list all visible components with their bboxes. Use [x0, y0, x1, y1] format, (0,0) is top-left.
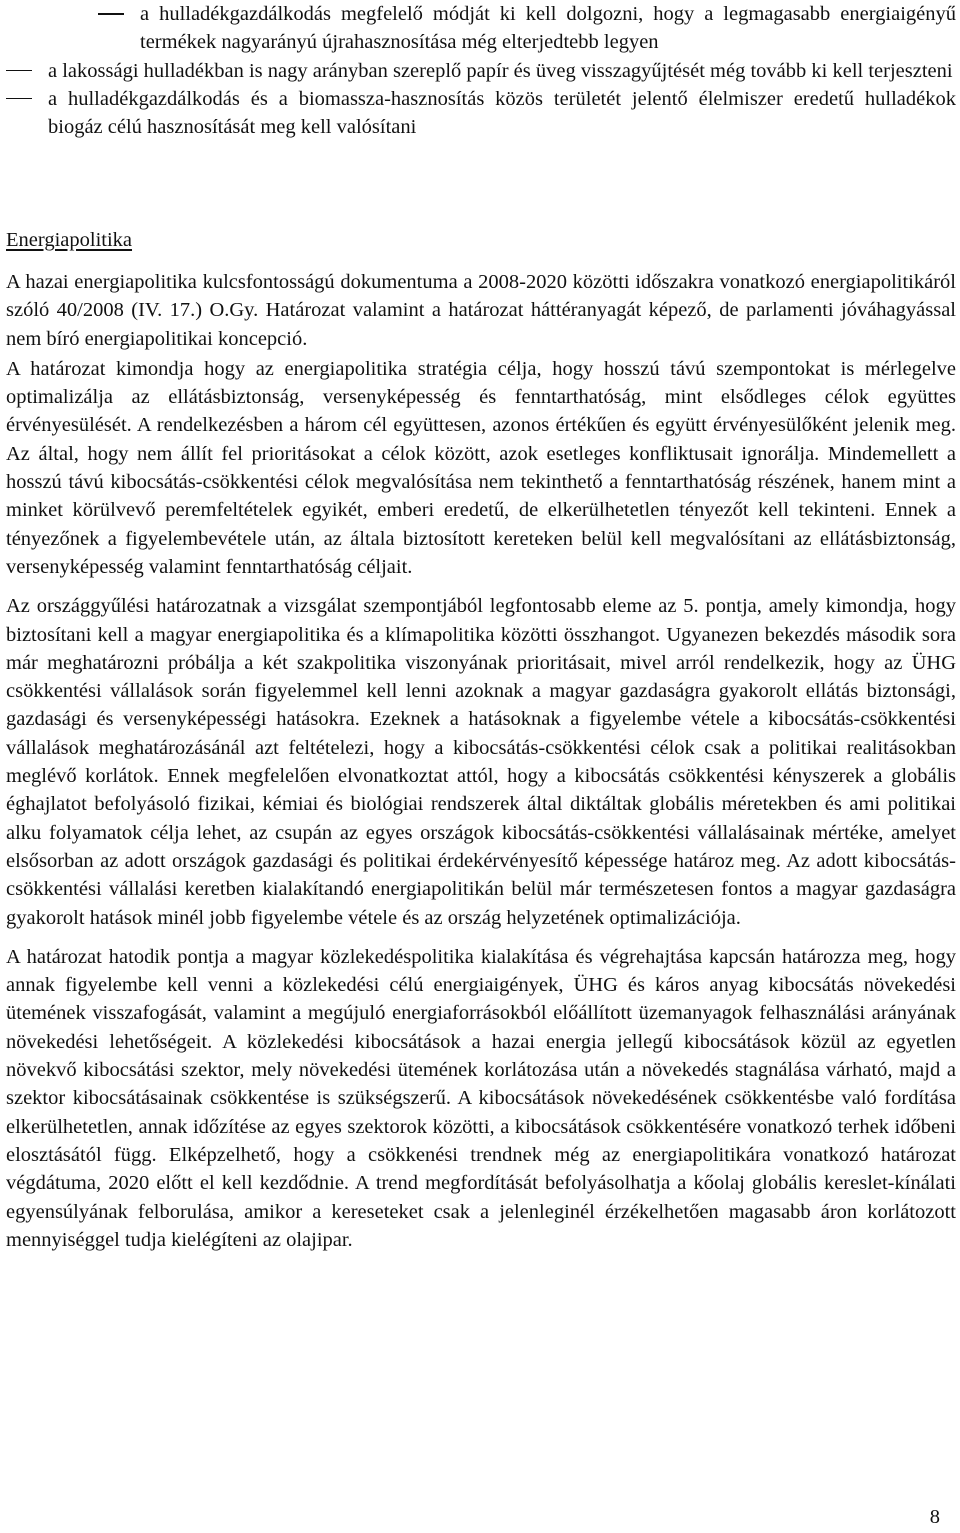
bullet-text: a hulladékgazdálkodás és a biomassza-hasznosítás közös területét jelentő élelmiszer eredetű hulladékok biogáz célú hasznosítását meg kell valósítani [48, 87, 956, 139]
dash-icon [6, 70, 32, 72]
bullet-item [6, 85, 956, 142]
bullet-text: a hulladékgazdálkodás megfelelő módját ki kell dolgozni, hogy a legmagasabb energiaigényű termékek nagyarányú újrahasznosítása még elterjedtebb legyen [140, 3, 956, 54]
paragraph: A határozat hatodik pontja a magyar közlekedéspolitika kialakítása és végrehajtása kapcsán határozza meg, hogy annak figyelembe kell venni a közlekedési célú energiaigények, ÜHG és káros anyag kibocsátás növekedési ütemének visszafogását, valamint a megújuló energiaforrásokból előállított üzemanyagok felhasználási arányának növekedési lehetőségeit. A közlekedési kibocsátások a hazai energia jellegű kibocsátások közül az egyetlen növekvő kibocsátási szektor, mely növekedési ütemének korlátozása után a növekedés stagnálása várható, majd a szektor kibocsátásainak csökkentése is szükségszerű. A kibocsátások növekedésének csökkentésbe való fordítása elkerülhetetlen, annak időzítése az egyes szektorok közötti, a kibocsátások csökkentésére vonatkozó terhek időbeni elosztásától függ. Elképzelhető, hogy a csökkenési trendnek még az energiapolitikára vonatkozó határozat végdátuma, 2020 előtt el kell kezdődnie. A trend megfordítását befolyásolhatja a kőolaj globális kereslet-kínálati egyensúlyának felborulása, amikor a kereseteket csak a jelenleginél érzékelhetően magasabb áron korlátozott mennyiséggel tudja kielégíteni az olajipar. [6, 945, 956, 1251]
bullet-item [6, 0, 956, 57]
page-number: 8 [929, 1505, 940, 1528]
section-heading: Energiapolitika [6, 229, 133, 251]
body-text [6, 268, 956, 1265]
bullet-text: a lakossági hulladékban is nagy arányban szereplő papír és üveg visszagyűjtését még tovább ki kell terjeszteni [48, 59, 953, 82]
bullet-list [6, 0, 956, 141]
bullet-item [6, 57, 956, 85]
dash-icon [6, 98, 32, 100]
paragraph: Az országgyűlési határozatnak a vizsgálat szempontjából legfontosabb eleme az 5. pontja, amely kimondja, hogy biztosítani kell a magyar energiapolitika és a klímapolitika közötti összhangot. Ugyanezen bekezdés második sora már meghatározni próbálja a két szakpolitika viszonyának prioritásait, mivel arról rendelkezik, hogy az ÜHG csökkentési vállalások során figyelemmel kell lenni azoknak a magyar gazdaságra gyakorolt ellátás biztonsági, gazdasági és versenyképességi hatásokra. Ezeknek a hatásoknak a figyelembe vétele a kibocsátás-csökkentési vállalások meghatározásánál azt feltételezi, hogy a kibocsátás-csökkentési célok csak a politikai realitásokban meglévő korlátok. Ennek megfelelően elvonatkoztat attól, hogy a kibocsátás csökkentési kényszerek a globális éghajlatot befolyásoló fizikai, kémiai és biológiai rendszerek által diktáltak globális méretekben és ami politikai alku folyamatok célja lehet, az csupán az egyes országok kibocsátás-csökkentési vállalásainak mértéke, amelyet elsősorban az adott országok gazdasági és politikai érdekérvényesítő képessége határoz meg. Az adott kibocsátás-csökkentési vállalási keretben kialakítandó energiapolitikán belül már természetesen fontos a magyar gazdaságra gyakorolt hatások minél jobb figyelembe vétele és az ország helyzetének optimalizációja. [6, 595, 956, 929]
paragraph: A határozat kimondja hogy az energiapolitika stratégia célja, hogy hosszú távú szempontokat is mérlegelve optimalizálja az ellátásbiztonság, versenyképesség és fenntarthatóság, mint elsődleges célok együttes érvényesülését. A rendelkezésben a három cél együttesen, azonos értékűen és együtt érvényesülőként jelenik meg. Az által, hogy nem állít fel prioritásokat a célok között, azok esetleges konfliktusait ignorálja. Mindemellett a hosszú távú kibocsátás-csökkentési célok megvalósítása nem tekinthető a fenntarthatóság részének, hanem mint a minket körülvevő peremfeltételek egyikét, emberi eredetű, de elkerülhetetlen tényezőt kell tekinteni. Ennek a tényezőnek a figyelembevétele után, az általa biztosított kereteken belül kell megvalósítani az ellátásbiztonság, versenyképesség valamint fenntarthatóság céljait. [6, 357, 956, 578]
dash-icon [98, 13, 124, 15]
paragraph: A hazai energiapolitika kulcsfontosságú dokumentuma a 2008-2020 közötti időszakra vonatkozó energiapolitikáról szóló 40/2008 (IV. 17.) O.Gy. Határozat valamint a határozat háttéranyagát képező, de parlamenti jóváhagyással nem bíró energiapolitikai koncepció. [6, 271, 956, 350]
